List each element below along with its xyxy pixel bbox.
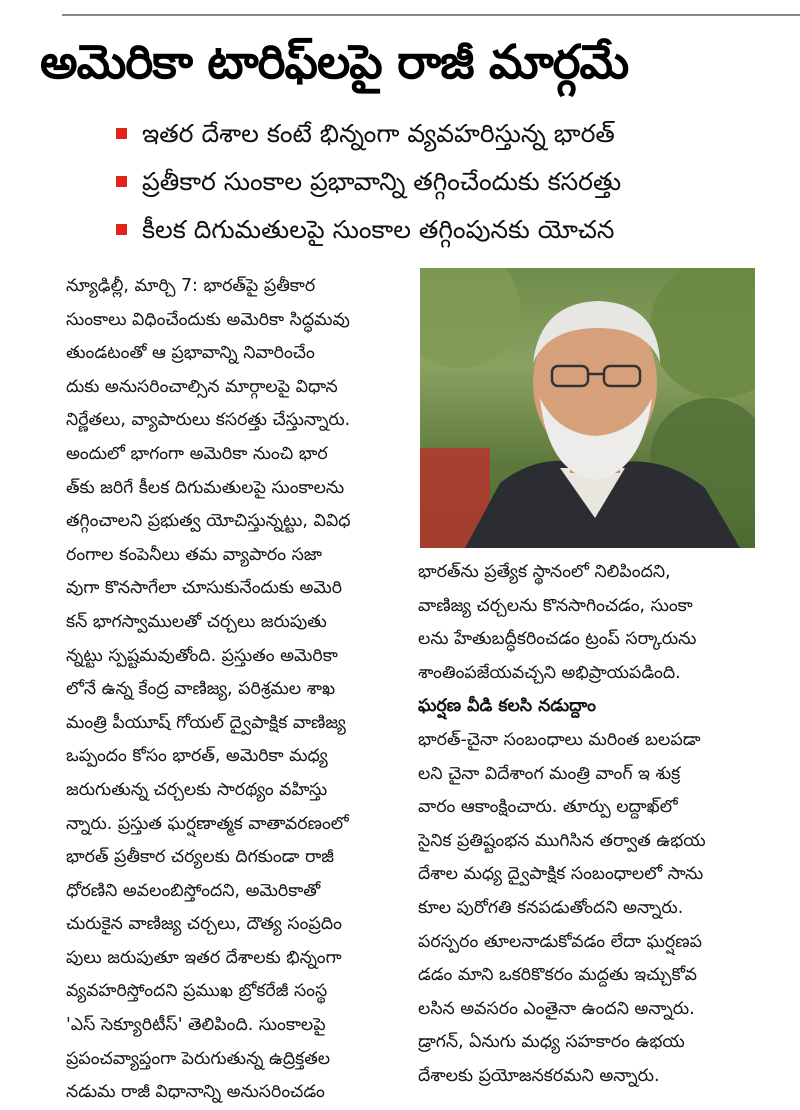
body-line: ఒప్పందం కోసం భారత్‌, అమెరికా మధ్య: [66, 746, 328, 767]
body-line: వ్యవహరిస్తోందని ప్రముఖ బ్రోకరేజీ సంస్థ: [66, 981, 328, 1002]
red-square-bullet-icon: [116, 176, 127, 187]
body-line: నిర్ణేతలు, వ్యాపారులు కసరత్తు చేస్తున్నారు.: [66, 410, 351, 431]
body-line: తగ్గించాలని ప్రభుత్వ యోచిస్తున్నట్టు, వివిధ: [66, 511, 351, 532]
article-headline: అమెరికా టారిఫ్‌లపై రాజీ మార్గమే: [40, 35, 629, 90]
highlight-bullets: [116, 110, 621, 254]
body-line: కూల పురోగతి కనపడుతోందని అన్నారు.: [418, 897, 684, 918]
red-square-bullet-icon: [116, 128, 127, 139]
body-line: పరస్పరం తూలనాడుకోవడం లేదా ఘర్షణప: [418, 931, 702, 952]
body-line: మంత్రి పీయూష్‌ గోయల్‌ ద్వైపాక్షిక వాణిజ్య: [66, 712, 346, 733]
article-body-right-column: [418, 556, 758, 1094]
news-photo: [420, 268, 755, 548]
body-line: నడుమ రాజీ విధానాన్ని అనుసరించడం: [66, 1082, 325, 1103]
body-line: చురుకైన వాణిజ్య చర్చలు, దౌత్య సంప్రదిం: [66, 914, 342, 935]
body-line: ధోరణిని అవలంబిస్తోందని, అమెరికాతో: [66, 880, 321, 901]
body-line: ప్రపంచవ్యాప్తంగా పెరుగుతున్న ఉద్రిక్తతల: [66, 1048, 331, 1069]
body-line: తుండటంతో ఆ ప్రభావాన్ని నివారించేం: [66, 343, 315, 364]
bullet-text: కీలక దిగుమతులపై సుంకాల తగ్గింపునకు యోచన: [142, 215, 615, 244]
body-line: సుంకాలు విధించేందుకు అమెరికా సిద్ధమవు: [66, 309, 350, 330]
body-line: న్యూఢిల్లీ, మార్చి 7: భారత్‌పై ప్రతీకార: [66, 276, 316, 296]
top-divider: [62, 14, 800, 16]
body-line: కన్‌ భాగస్వాములతో చర్చలు జరుపుతు: [66, 611, 327, 632]
body-line: వుగా కొనసాగేలా చూసుకునేందుకు అమెరి: [66, 578, 343, 599]
body-line: భారత్‌ను ప్రత్యేక స్థానంలో నిలిపిందని,: [418, 562, 671, 582]
red-square-bullet-icon: [116, 224, 127, 235]
body-line: పులు జరుపుతూ ఇతర దేశాలకు భిన్నంగా: [66, 947, 342, 968]
body-line: దేశాలకు ప్రయోజనకరమని అన్నారు.: [418, 1065, 660, 1086]
body-line: జరుగుతున్న చర్చలకు సారథ్యం వహిస్తు: [66, 779, 328, 800]
body-line: శాంతింపజేయవచ్చని అభిప్రాయపడింది.: [418, 662, 681, 683]
body-line: భారత్‌ ప్రతీకార చర్యలకు దిగకుండా రాజీ: [66, 847, 334, 868]
body-line: న్నట్టు స్పష్టమవుతోంది. ప్రస్తుతం అమెరికా: [66, 645, 338, 666]
body-line: డడం మాని ఒకరికొకరం మద్దతు ఇచ్చుకోవ: [418, 965, 697, 986]
bullet-item: [116, 158, 621, 206]
body-line: న్నారు. ప్రస్తుత ఘర్షణాత్మక వాతావరణంలో: [66, 813, 349, 834]
body-line: లసిన అవసరం ఎంతైనా ఉందని అన్నారు.: [418, 998, 695, 1019]
body-line: లను హేతుబద్ధీకరించడం ట్రంప్‌ సర్కారును: [418, 629, 697, 650]
bullet-item: [116, 110, 621, 158]
bullet-text: ప్రతీకార సుంకాల ప్రభావాన్ని తగ్గించేందుకు కసరత్తు: [142, 167, 622, 196]
body-line: లని చైనా విదేశాంగ మంత్రి వాంగ్‌ ఇ శుక్ర: [418, 763, 681, 784]
body-line: దేశాల మధ్య ద్వైపాక్షిక సంబంధాలలో సాను: [418, 864, 704, 885]
bullet-text: ఇతర దేశాల కంటే భిన్నంగా వ్యవహరిస్తున్న భారత్‌: [142, 119, 615, 148]
body-line: రంగాల కంపెనీలు తమ వ్యాపారం సజా: [66, 544, 322, 565]
body-line: దుకు అనుసరించాల్సిన మార్గాలపై విధాన: [66, 376, 338, 397]
body-line: వారం ఆకాంక్షించారు. తూర్పు లద్దాఖ్‌లో: [418, 797, 678, 818]
body-line: త్‌కు జరిగే కీలక దిగుమతులపై సుంకాలను: [66, 477, 345, 498]
body-line: 'ఎస్‌ సెక్యూరిటీస్‌' తెలిపింది. సుంకాలపై: [66, 1015, 326, 1036]
body-line: వాణిజ్య చర్చలను కొనసాగించడం, సుంకా: [418, 595, 693, 616]
portrait-illustration: [420, 268, 755, 548]
body-line: లోనే ఉన్న కేంద్ర వాణిజ్య, పరిశ్రమల శాఖ: [66, 679, 336, 700]
article-body-left-column: [66, 270, 410, 1110]
body-line: భారత్‌-చైనా సంబంధాలు మరింత బలపడా: [418, 729, 701, 750]
section-subheading: ఘర్షణ వీడి కలసి నడుద్దాం: [418, 696, 596, 717]
body-line: అందులో భాగంగా అమెరికా నుంచి భార: [66, 443, 328, 464]
bullet-item: [116, 206, 621, 254]
body-line: సైనిక ప్రతిష్టంభన ముగిసిన తర్వాత ఉభయ: [418, 830, 706, 851]
body-line: డ్రాగన్‌, ఏనుగు మధ్య సహకారం ఉభయ: [418, 1032, 685, 1053]
